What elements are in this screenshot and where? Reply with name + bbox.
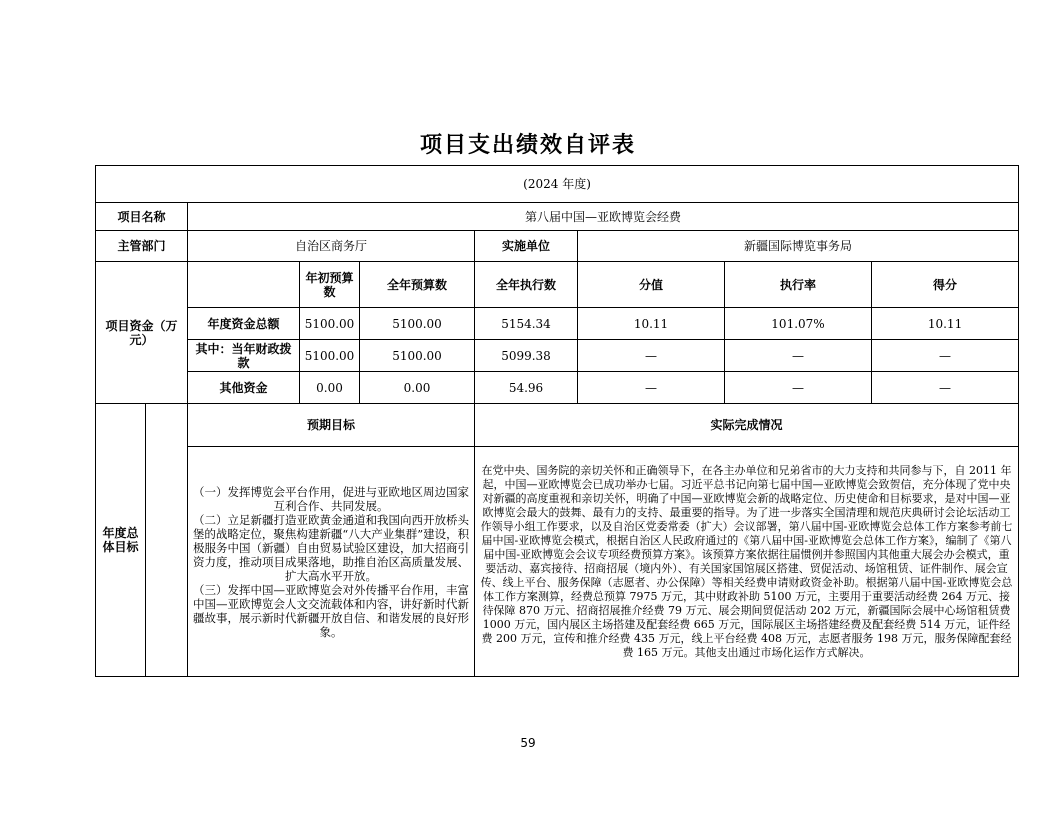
table-cell: — <box>872 340 1019 372</box>
implementing-unit-value: 新疆国际博览事务局 <box>578 231 1019 262</box>
funds-header-blank <box>188 262 300 308</box>
funds-row-label: 其中：当年财政拨款 <box>188 340 300 372</box>
expected-goal-1: （一）发挥博览会平台作用，促进与亚欧地区周边国家互利合作、共同发展。 <box>193 484 469 513</box>
table-cell: 0.00 <box>360 372 475 404</box>
table-cell: 5100.00 <box>300 308 360 340</box>
funds-header-score: 得分 <box>872 262 1019 308</box>
project-name-value: 第八届中国—亚欧博览会经费 <box>188 203 1019 231</box>
year-label: (2024 年度) <box>96 166 1019 203</box>
table-cell: 10.11 <box>578 308 725 340</box>
table-cell: 101.07% <box>725 308 872 340</box>
goals-spacer-cell <box>146 404 188 677</box>
page-title: 项目支出绩效自评表 <box>419 133 636 158</box>
table-cell: — <box>872 372 1019 404</box>
actual-completion-text: 在党中央、国务院的亲切关怀和正确领导下，在各主办单位和兄弟省市的大力支持和共同参与下，自 2011 年起，中国—亚欧博览会已成功举办七届。习近平总书记向第七届中国—亚欧博览会致贺信，充分体现了党中央对新疆的高度重视和亲切关怀，明确了中国—亚欧博览会新的战略定位、历史使命和目标要求，是对中国—亚欧博览会最大的鼓舞、最有力的支持、最重要的指导。为了进一步落实全国清理和规范庆典研讨会论坛活动工作领导小组工作要求，以及自治区党委常委（扩大）会议部署，第八届中国-亚欧博览会总体工作方案参考前七届中国-亚欧博览会模式，根据自治区人民政府通过的《第八届中国-亚欧博览会总体工作方案》，编制了《第八届中国-亚欧博览会会议专项经费预算方案》。该预算方案依据往届惯例并参照国内其他重大展会办会模式，重要活动、嘉宾接待、招商招展（境内外）、有关国家国馆展区搭建、贸促活动、场馆租赁、证件制作、展会宣传、线上平台、服务保障（志愿者、办公保障）等相关经费申请财政资金补助。根据第八届中国-亚欧博览会总体工作方案测算，经费总预算 7975 万元，其中财政补助 5100 万元，主要用于重要活动经费 264 万元、接待保障 870 万元、招商招展推介经费 79 万元、展会期间贸促活动 202 万元，新疆国际会展中心场馆租赁费 1000 万元，国内展区主场搭建及配套经费 665 万元，国际展区主场搭建经费及配套经费 514 万元，证件经费 200 万元，宣传和推介经费 435 万元，线上平台经费 408 万元，志愿者服务 198 万元，服务保障配套经费 165 万元。其他支出通过市场化运作方式解决。 <box>475 447 1019 677</box>
table-cell: 5100.00 <box>300 340 360 372</box>
funds-row-label: 年度资金总额 <box>188 308 300 340</box>
year-row <box>96 166 1019 203</box>
table-row <box>96 340 1019 372</box>
annual-goals-label: 年度总体目标 <box>96 404 146 677</box>
performance-table <box>95 165 1019 677</box>
goals-header-row <box>96 404 1019 447</box>
table-cell: 10.11 <box>872 308 1019 340</box>
department-value: 自治区商务厅 <box>188 231 475 262</box>
funds-header-annual-budget: 全年预算数 <box>360 262 475 308</box>
table-cell: 5154.34 <box>475 308 578 340</box>
table-cell: — <box>578 372 725 404</box>
funds-header-score-value: 分值 <box>578 262 725 308</box>
table-cell: 5100.00 <box>360 340 475 372</box>
expected-goals-header: 预期目标 <box>188 404 475 447</box>
funds-header-annual-execution: 全年执行数 <box>475 262 578 308</box>
funds-header-initial-budget: 年初预算数 <box>300 262 360 308</box>
table-cell: 0.00 <box>300 372 360 404</box>
funds-header-row <box>96 262 1019 308</box>
expected-goals-text <box>188 447 475 677</box>
actual-completion-header: 实际完成情况 <box>475 404 1019 447</box>
table-cell: 54.96 <box>475 372 578 404</box>
implementing-unit-label: 实施单位 <box>475 231 578 262</box>
page-number: 59 <box>520 736 536 750</box>
funds-header-execution-rate: 执行率 <box>725 262 872 308</box>
project-name-label: 项目名称 <box>96 203 188 231</box>
table-cell: — <box>725 340 872 372</box>
table-row <box>96 308 1019 340</box>
department-row <box>96 231 1019 262</box>
table-cell: — <box>725 372 872 404</box>
table-cell: 5100.00 <box>360 308 475 340</box>
expected-goal-3: （三）发挥中国—亚欧博览会对外传播平台作用，丰富中国—亚欧博览会人文交流载体和内容，讲好新时代新疆故事，展示新时代新疆开放自信、和谐发展的良好形象。 <box>193 582 469 639</box>
funds-row-label: 其他资金 <box>188 372 300 404</box>
table-row <box>96 372 1019 404</box>
goals-content-row <box>96 447 1019 677</box>
department-label: 主管部门 <box>96 231 188 262</box>
table-cell: — <box>578 340 725 372</box>
funds-label: 项目资金（万元） <box>96 262 188 404</box>
expected-goal-2: （二）立足新疆打造亚欧黄金通道和我国向西开放桥头堡的战略定位，聚焦构建新疆“八大产业集群”建设，积极服务中国（新疆）自由贸易试验区建设，加大招商引资力度，推动项目成果落地，助推自治区高质量发展、扩大高水平开放。 <box>192 512 470 583</box>
table-cell: 5099.38 <box>475 340 578 372</box>
project-name-row <box>96 203 1019 231</box>
